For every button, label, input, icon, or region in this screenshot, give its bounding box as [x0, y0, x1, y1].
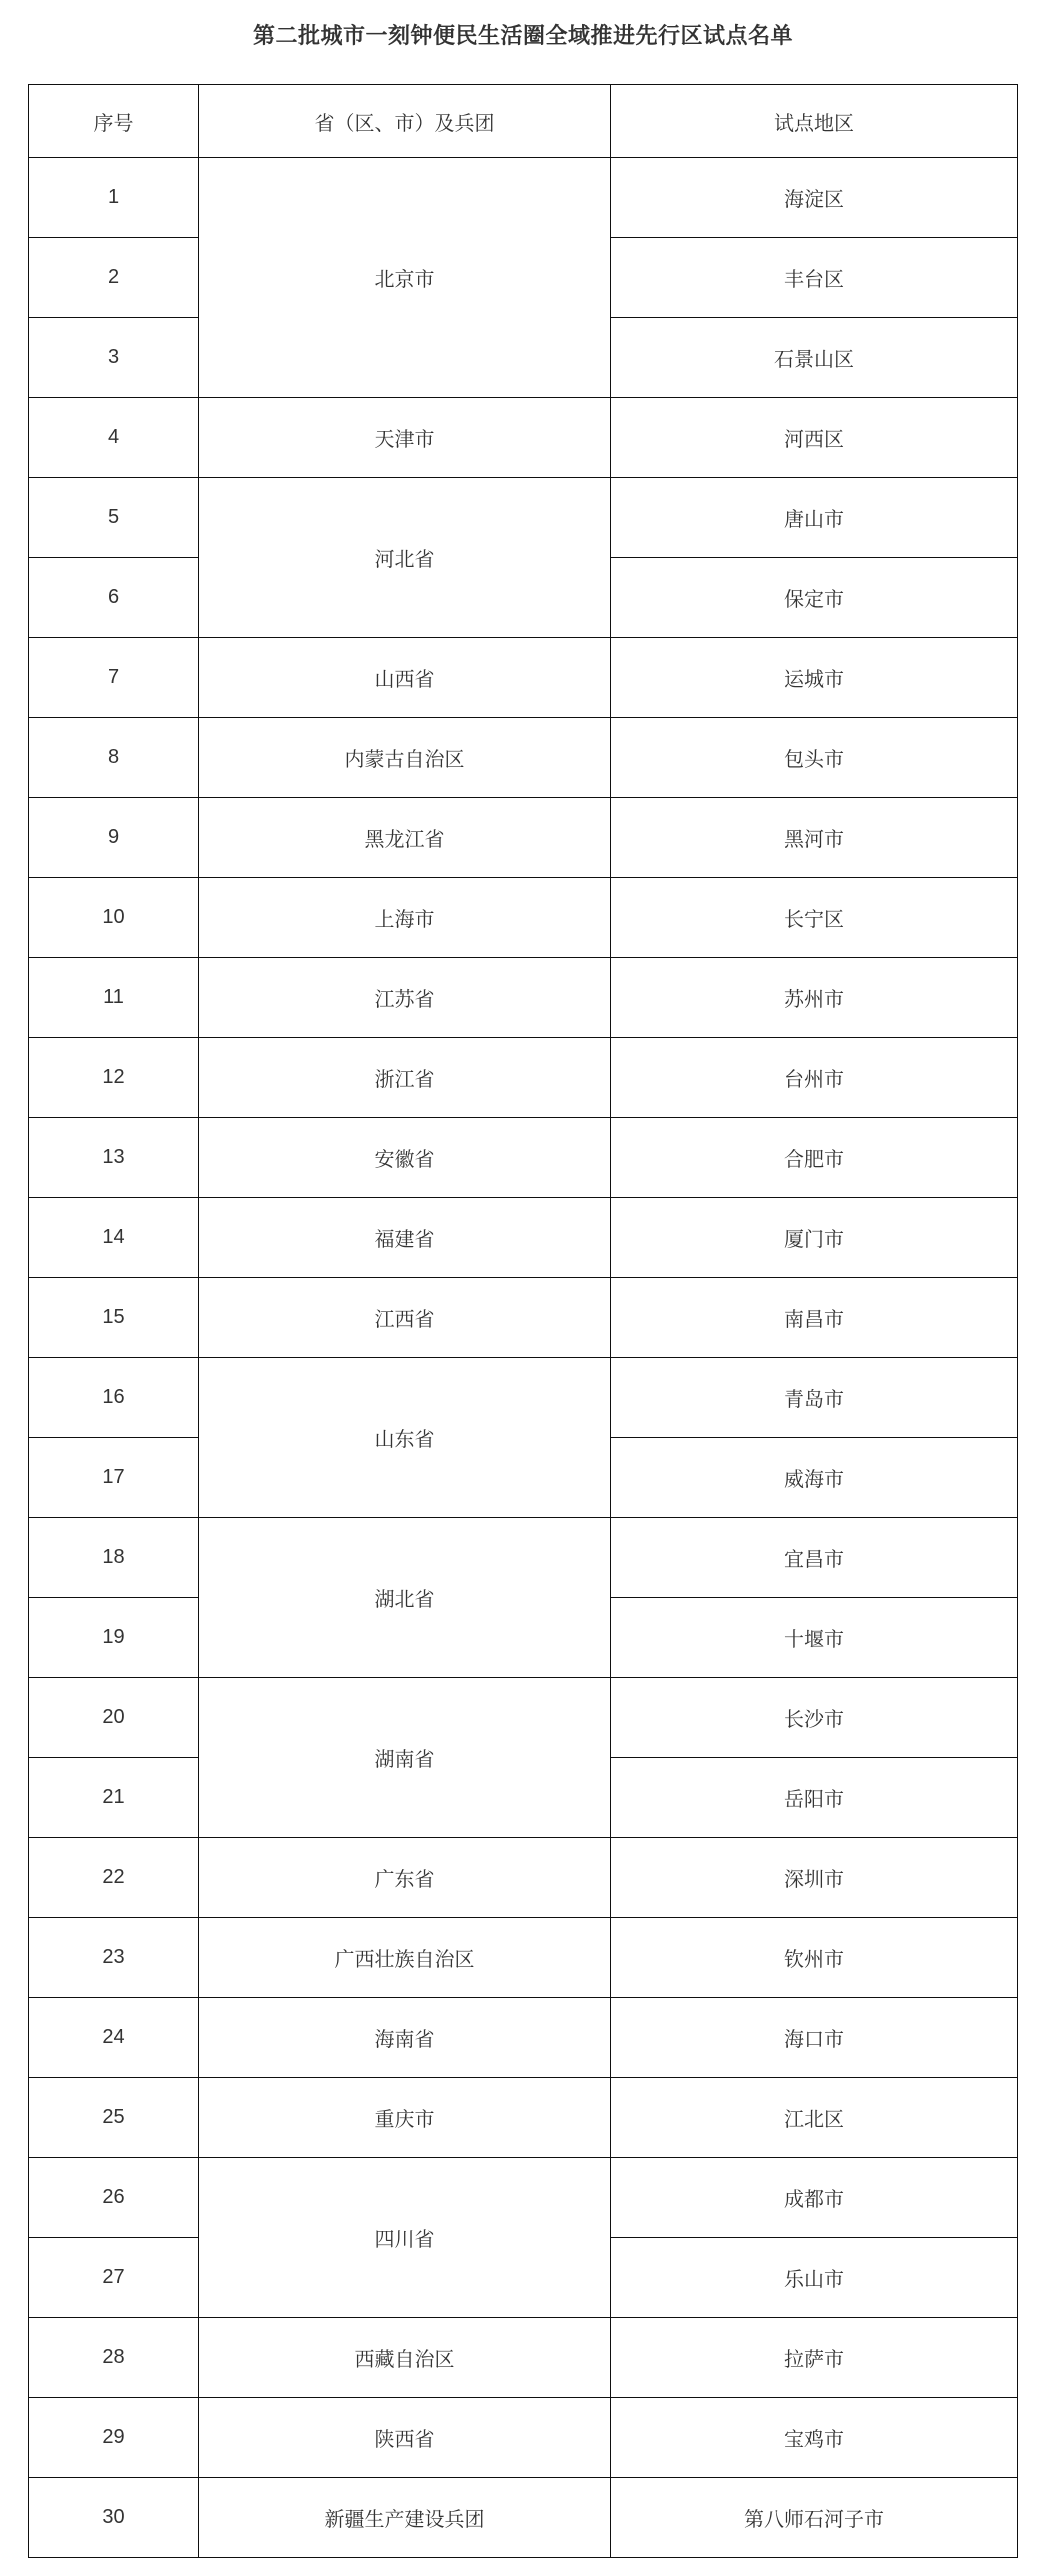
table-row — [29, 878, 1018, 958]
table-row — [29, 1198, 1018, 1278]
pilot-areas-table — [28, 84, 1018, 2558]
row-index-cell: 22 — [29, 1838, 199, 1918]
table-row — [29, 398, 1018, 478]
table-row — [29, 2318, 1018, 2398]
province-cell: 浙江省 — [199, 1038, 611, 1118]
row-index-cell: 19 — [29, 1598, 199, 1678]
table-row — [29, 1838, 1018, 1918]
pilot-area-cell: 保定市 — [611, 558, 1018, 638]
col-header-index: 序号 — [29, 85, 199, 158]
page-title: 第二批城市一刻钟便民生活圈全域推进先行区试点名单 — [252, 23, 793, 48]
pilot-area-cell: 台州市 — [611, 1038, 1018, 1118]
table-row — [29, 638, 1018, 718]
province-cell: 海南省 — [199, 1998, 611, 2078]
table-row — [29, 958, 1018, 1038]
row-index-cell: 14 — [29, 1198, 199, 1278]
row-index-cell: 3 — [29, 318, 199, 398]
row-index-cell: 24 — [29, 1998, 199, 2078]
province-cell: 西藏自治区 — [199, 2318, 611, 2398]
row-index-cell: 12 — [29, 1038, 199, 1118]
table-body — [29, 158, 1018, 2558]
col-header-province: 省（区、市）及兵团 — [199, 85, 611, 158]
pilot-area-cell: 黑河市 — [611, 798, 1018, 878]
table-header — [29, 85, 1018, 158]
row-index-cell: 28 — [29, 2318, 199, 2398]
table-row — [29, 1678, 1018, 1758]
pilot-area-cell: 厦门市 — [611, 1198, 1018, 1278]
province-cell: 陕西省 — [199, 2398, 611, 2478]
pilot-area-cell: 威海市 — [611, 1438, 1018, 1518]
table-row — [29, 718, 1018, 798]
province-cell: 重庆市 — [199, 2078, 611, 2158]
row-index-cell: 13 — [29, 1118, 199, 1198]
pilot-area-cell: 河西区 — [611, 398, 1018, 478]
table-row — [29, 1118, 1018, 1198]
pilot-area-cell: 长宁区 — [611, 878, 1018, 958]
pilot-area-cell: 苏州市 — [611, 958, 1018, 1038]
province-cell: 福建省 — [199, 1198, 611, 1278]
pilot-area-cell: 江北区 — [611, 2078, 1018, 2158]
row-index-cell: 20 — [29, 1678, 199, 1758]
row-index-cell: 27 — [29, 2238, 199, 2318]
table-row — [29, 1918, 1018, 1998]
pilot-area-cell: 南昌市 — [611, 1278, 1018, 1358]
pilot-area-cell: 石景山区 — [611, 318, 1018, 398]
province-cell: 北京市 — [199, 158, 611, 398]
row-index-cell: 18 — [29, 1518, 199, 1598]
row-index-cell: 4 — [29, 398, 199, 478]
table-row — [29, 1998, 1018, 2078]
row-index-cell: 11 — [29, 958, 199, 1038]
table-row — [29, 158, 1018, 238]
row-index-cell: 1 — [29, 158, 199, 238]
row-index-cell: 25 — [29, 2078, 199, 2158]
row-index-cell: 6 — [29, 558, 199, 638]
province-cell: 山东省 — [199, 1358, 611, 1518]
table-row — [29, 1518, 1018, 1598]
row-index-cell: 26 — [29, 2158, 199, 2238]
pilot-area-cell: 长沙市 — [611, 1678, 1018, 1758]
province-cell: 新疆生产建设兵团 — [199, 2478, 611, 2558]
row-index-cell: 10 — [29, 878, 199, 958]
province-cell: 广西壮族自治区 — [199, 1918, 611, 1998]
province-cell: 安徽省 — [199, 1118, 611, 1198]
pilot-area-cell: 青岛市 — [611, 1358, 1018, 1438]
pilot-area-cell: 拉萨市 — [611, 2318, 1018, 2398]
row-index-cell: 17 — [29, 1438, 199, 1518]
table-row — [29, 478, 1018, 558]
table-row — [29, 2078, 1018, 2158]
province-cell: 黑龙江省 — [199, 798, 611, 878]
row-index-cell: 8 — [29, 718, 199, 798]
province-cell: 湖南省 — [199, 1678, 611, 1838]
province-cell: 天津市 — [199, 398, 611, 478]
row-index-cell: 16 — [29, 1358, 199, 1438]
table-row — [29, 1038, 1018, 1118]
row-index-cell: 15 — [29, 1278, 199, 1358]
pilot-area-cell: 十堰市 — [611, 1598, 1018, 1678]
row-index-cell: 29 — [29, 2398, 199, 2478]
pilot-area-cell: 成都市 — [611, 2158, 1018, 2238]
pilot-area-cell: 岳阳市 — [611, 1758, 1018, 1838]
pilot-area-cell: 海淀区 — [611, 158, 1018, 238]
province-cell: 江苏省 — [199, 958, 611, 1038]
header-row — [29, 85, 1018, 158]
pilot-area-cell: 深圳市 — [611, 1838, 1018, 1918]
province-cell: 内蒙古自治区 — [199, 718, 611, 798]
table-row — [29, 2398, 1018, 2478]
row-index-cell: 23 — [29, 1918, 199, 1998]
province-cell: 上海市 — [199, 878, 611, 958]
row-index-cell: 30 — [29, 2478, 199, 2558]
pilot-area-cell: 乐山市 — [611, 2238, 1018, 2318]
pilot-area-cell: 合肥市 — [611, 1118, 1018, 1198]
table-row — [29, 1278, 1018, 1358]
row-index-cell: 7 — [29, 638, 199, 718]
province-cell: 河北省 — [199, 478, 611, 638]
province-cell: 江西省 — [199, 1278, 611, 1358]
pilot-area-cell: 钦州市 — [611, 1918, 1018, 1998]
row-index-cell: 9 — [29, 798, 199, 878]
pilot-area-cell: 海口市 — [611, 1998, 1018, 2078]
pilot-area-cell: 宜昌市 — [611, 1518, 1018, 1598]
col-header-pilot-area: 试点地区 — [611, 85, 1018, 158]
table-row — [29, 1358, 1018, 1438]
table-row — [29, 2158, 1018, 2238]
pilot-area-cell: 唐山市 — [611, 478, 1018, 558]
row-index-cell: 2 — [29, 238, 199, 318]
pilot-area-cell: 丰台区 — [611, 238, 1018, 318]
table-row — [29, 798, 1018, 878]
pilot-area-cell: 宝鸡市 — [611, 2398, 1018, 2478]
row-index-cell: 21 — [29, 1758, 199, 1838]
pilot-area-cell: 运城市 — [611, 638, 1018, 718]
province-cell: 广东省 — [199, 1838, 611, 1918]
province-cell: 山西省 — [199, 638, 611, 718]
row-index-cell: 5 — [29, 478, 199, 558]
province-cell: 湖北省 — [199, 1518, 611, 1678]
province-cell: 四川省 — [199, 2158, 611, 2318]
pilot-area-cell: 第八师石河子市 — [611, 2478, 1018, 2558]
table-row — [29, 2478, 1018, 2558]
pilot-area-cell: 包头市 — [611, 718, 1018, 798]
